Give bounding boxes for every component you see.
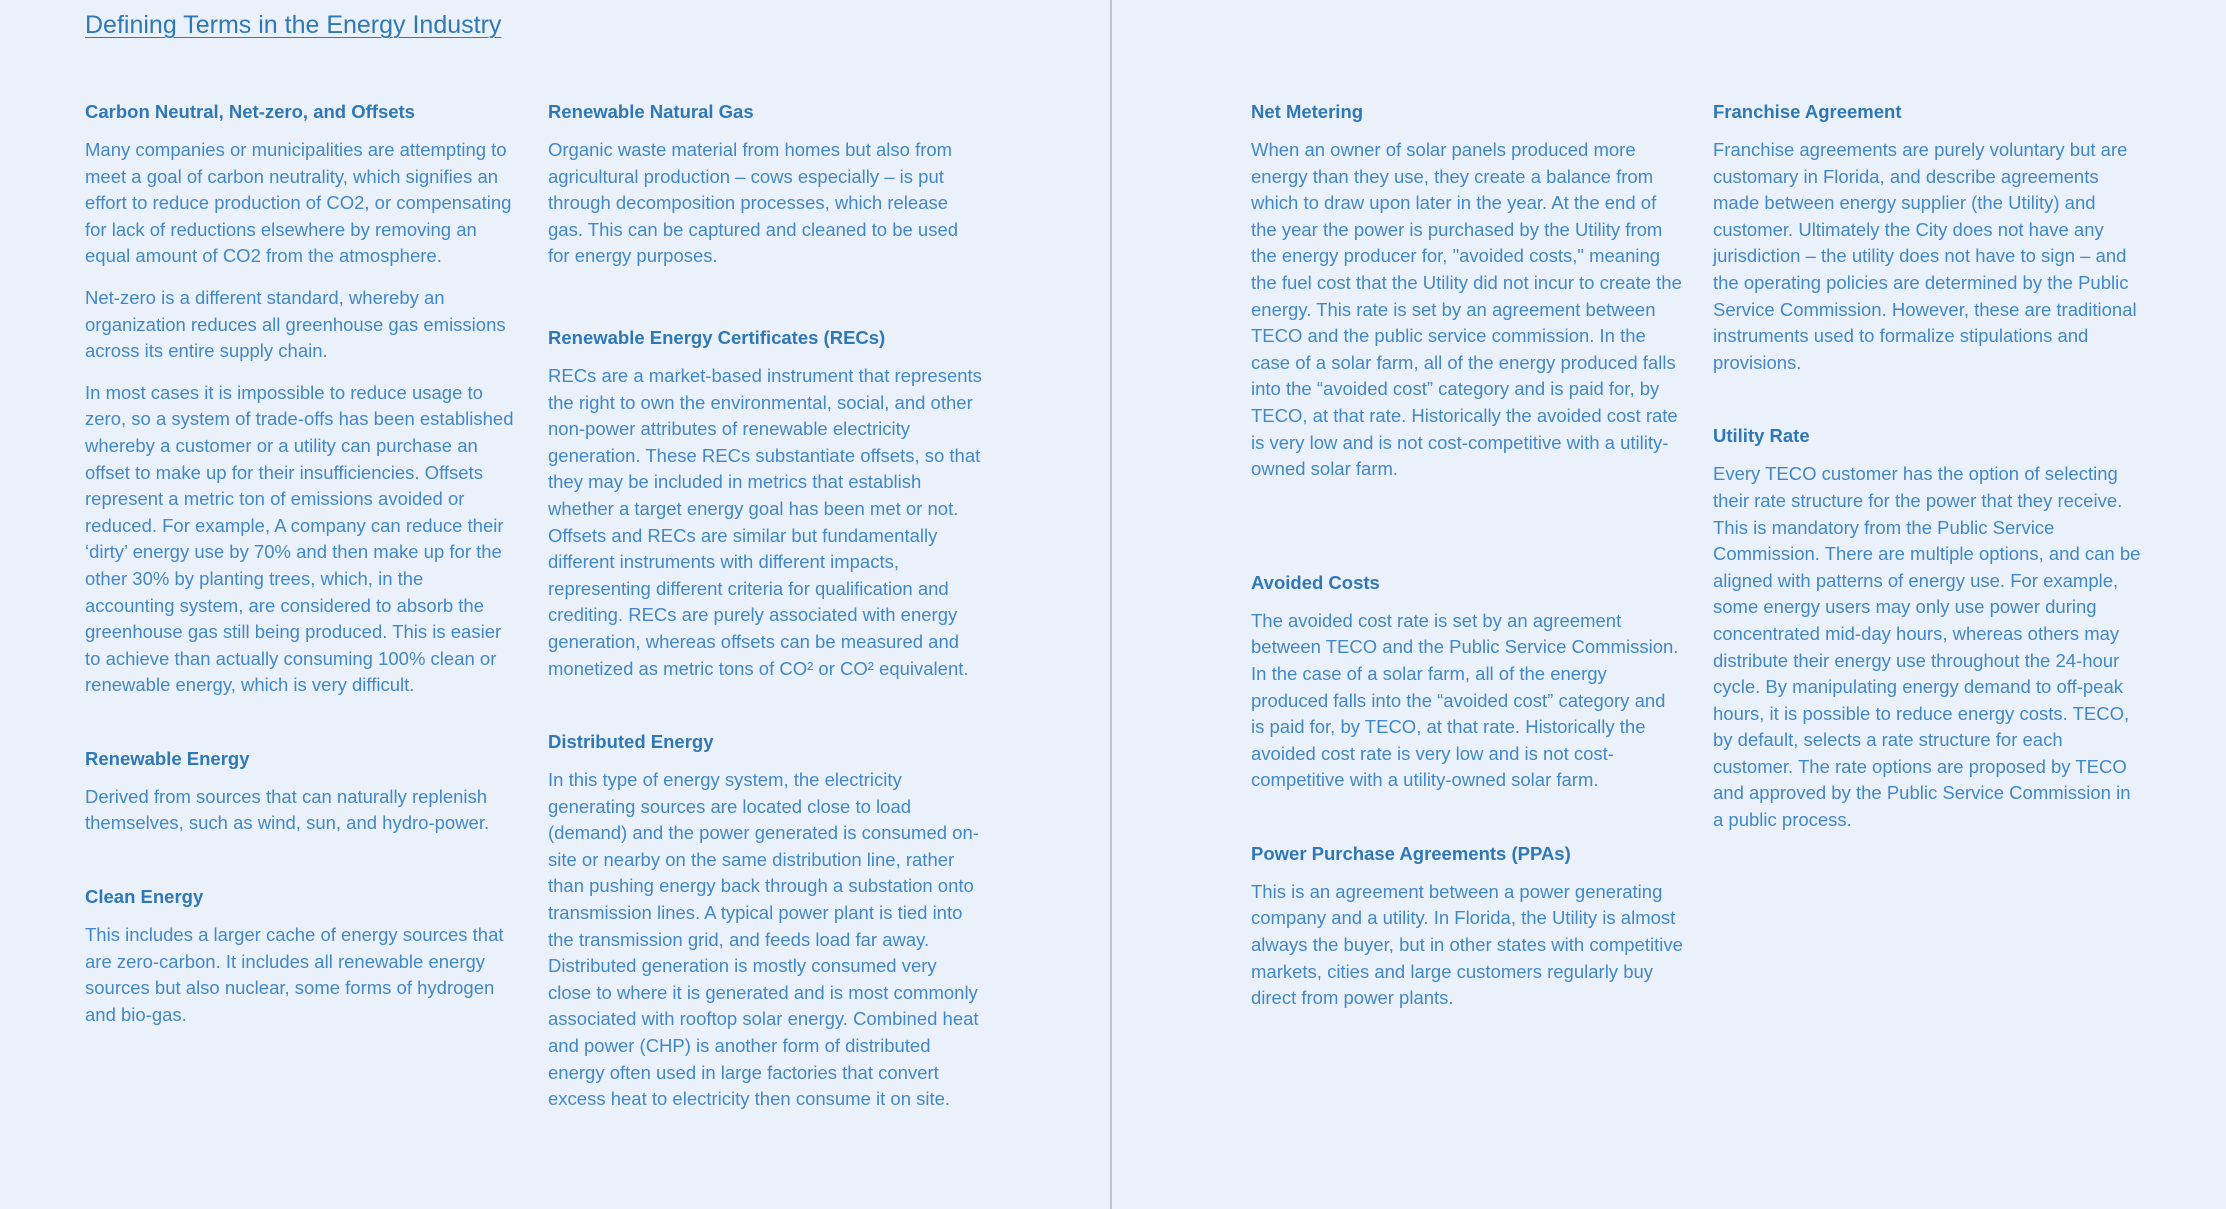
section-heading: Renewable Energy xyxy=(85,747,250,769)
section-heading: Power Purchase Agreements (PPAs) xyxy=(1251,842,1571,864)
section-paragraph: Organic waste material from homes but also from agricultural production – cows especially – is put through decomposition processes, which release gas. This can be captured and cleaned to be used for energy purposes. xyxy=(548,139,959,267)
section-recs xyxy=(548,326,984,682)
section-avoided-costs xyxy=(1251,571,1683,794)
section-paragraph: RECs are a market-based instrument that represents the right to own the environmental, social, and other non-power attributes of renewable electricity generation. These RECs substantiate offsets, so that they may be included in metrics that establish whether a target energy goal has been met or not. Offsets and RECs are similar but fundamentally different instruments with different impacts, representing different criteria for qualification and crediting. RECs are purely associated with energy generation, whereas offsets can be measured and monetized as metric tons of CO² or CO² equivalent. xyxy=(548,364,982,679)
section-paragraph: In this type of energy system, the electricity generating sources are located close to load (demand) and the power generated is consumed on-site or nearby on the same distribution line, rather than pushing energy back through a substation onto transmission lines. A typical power plant is tied into the transmission grid, and feeds load far away. Distributed generation is mostly consumed very close to where it is generated and is most commonly associated with rooftop solar energy. Combined heat and power (CHP) is another form of distributed energy often used in large factories that convert excess heat to electricity then consume it on site. xyxy=(548,769,979,1110)
section-paragraph: The avoided cost rate is set by an agreement between TECO and the Public Service Commission. In the case of a solar farm, all of the energy produced falls into the “avoided cost” category and is paid for, by TECO, at that rate. Historically the avoided cost rate is very low and is not cost-competitive with a utility-owned solar farm. xyxy=(1251,609,1679,791)
section-renewable-energy xyxy=(85,747,517,837)
section-ppas xyxy=(1251,842,1683,1012)
column-4 xyxy=(1713,100,2145,849)
section-heading: Utility Rate xyxy=(1713,425,1810,447)
section-renewable-natural-gas xyxy=(548,100,984,270)
section-net-metering xyxy=(1251,100,1683,483)
section-heading: Avoided Costs xyxy=(1251,571,1380,593)
section-distributed-energy xyxy=(548,730,984,1113)
section-paragraph: This includes a larger cache of energy sources that are zero-carbon. It includes all renewable energy sources but also nuclear, some forms of hydrogen and bio-gas. xyxy=(85,924,504,1025)
section-heading: Renewable Natural Gas xyxy=(548,101,754,122)
section-heading: Net Metering xyxy=(1251,101,1364,122)
section-carbon-neutral xyxy=(85,100,517,699)
section-paragraph: Every TECO customer has the option of selecting their rate structure for the power that they receive. This is mandatory from the Public Service Commission. There are multiple options, and can be aligned with patterns of energy use. For example, some energy users may only use power during concentrated mid-day hours, whereas others may distribute their energy use throughout the 24-hour cycle. By manipulating energy demand to off-peak hours, it is possible to reduce energy costs. TECO, by default, selects a rate structure for each customer. The rate options are proposed by TECO and approved by the Public Service Commission in a public process. xyxy=(1713,463,2141,831)
section-paragraph: Franchise agreements are purely voluntary but are customary in Florida, and describe agreements made between energy supplier (the Utility) and customer. Ultimately the City does not have any jurisdiction – the utility does not have to sign – and the operating policies are determined by the Public Service Commission. However, these are traditional instruments used to formalize stipulations and provisions. xyxy=(1713,139,2137,373)
section-paragraph: This is an agreement between a power generating company and a utility. In Florida, the Utility is almost always the buyer, but in other states with competitive markets, cities and large customers regularly buy direct from power plants. xyxy=(1251,880,1683,1009)
column-3 xyxy=(1251,100,1683,1027)
section-paragraph: When an owner of solar panels produced more energy than they use, they create a balance from which to draw upon later in the year. At the end of the year the power is purchased by the Utility from the energy producer for, "avoided costs," meaning the fuel cost that the Utility did not incur to create the energy. This rate is set by an agreement between TECO and the public service commission. In the case of a solar farm, all of the energy produced falls into the “avoided cost” category and is paid for, by TECO, at that rate. Historically the avoided cost rate is very low and is not cost-competitive with a utility-owned solar farm. xyxy=(1251,139,1682,480)
section-franchise-agreement xyxy=(1713,100,2145,376)
section-paragraph: Net-zero is a different standard, whereby an organization reduces all greenhouse gas emissions across its entire supply chain. xyxy=(85,286,506,362)
section-heading: Distributed Energy xyxy=(548,731,714,753)
column-2 xyxy=(548,100,984,1128)
section-paragraph: Derived from sources that can naturally replenish themselves, such as wind, sun, and hydro-power. xyxy=(85,785,490,834)
section-utility-rate xyxy=(1713,424,2145,833)
section-heading: Franchise Agreement xyxy=(1713,101,1902,122)
section-paragraph: In most cases it is impossible to reduce usage to zero, so a system of trade-offs has been established whereby a customer or a utility can purchase an offset to make up for their insufficiencies. Offsets represent a metric ton of emissions avoided or reduced. For example, A company can reduce their ‘dirty’ energy use by 70% and then make up for the other 30% by planting trees, which, in the accounting system, are considered to absorb the greenhouse gas still being produced. This is easier to achieve than actually consuming 100% clean or renewable energy, which is very difficult. xyxy=(85,381,514,696)
section-heading: Clean Energy xyxy=(85,886,204,908)
page-divider xyxy=(1110,0,1112,1209)
section-paragraph: Many companies or municipalities are attempting to meet a goal of carbon neutrality, which signifies an effort to reduce production of CO2, or compensating for lack of reductions elsewhere by removing an equal amount of CO2 from the atmosphere. xyxy=(85,139,512,267)
page-title[interactable]: Defining Terms in the Energy Industry xyxy=(85,11,502,39)
section-heading: Carbon Neutral, Net-zero, and Offsets xyxy=(85,101,415,122)
section-heading: Renewable Energy Certificates (RECs) xyxy=(548,326,886,348)
section-clean-energy xyxy=(85,885,517,1028)
column-1 xyxy=(85,100,517,1043)
